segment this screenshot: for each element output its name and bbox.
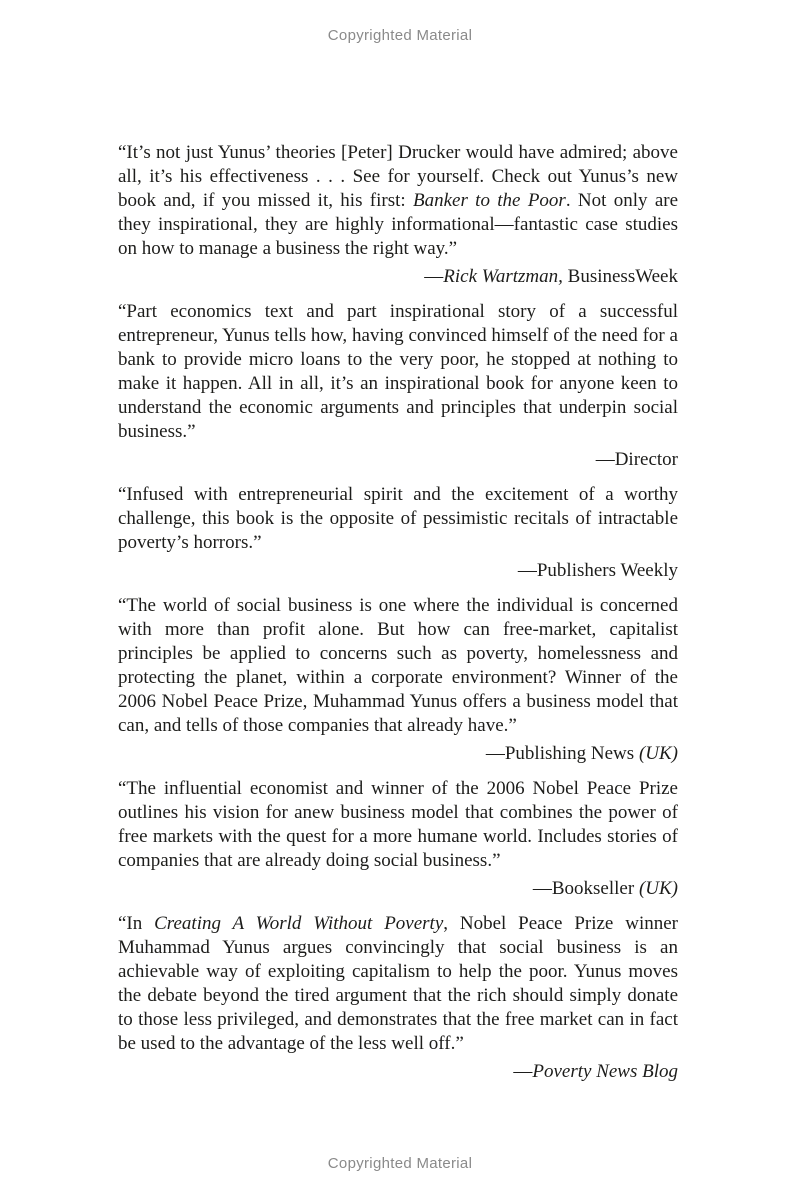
review-block <box>118 300 678 472</box>
text-segment: “Infused with entrepreneurial spirit and the excitement of a worthy challenge, this book is the opposite of pessimistic recitals of intractable poverty’s horrors.” <box>118 484 678 553</box>
text-segment: —Publishing News <box>485 743 639 764</box>
review-quote <box>118 594 678 738</box>
review-quote <box>118 141 678 261</box>
text-segment: — <box>513 1061 533 1082</box>
text-segment: “Part economics text and part inspirational story of a successful entrepreneur, Yunus tells how, having convinced himself of the need for a bank to provide micro loans to the very poor, he stopped at nothing to make it happen. All in all, it’s an inspirational book for anyone keen to understand the economic arguments and principles that underpin social business.” <box>118 301 678 442</box>
review-block <box>118 483 678 583</box>
review-attribution <box>118 448 678 472</box>
review-attribution <box>118 1060 678 1084</box>
review-block <box>118 912 678 1084</box>
text-segment: — <box>424 266 444 287</box>
review-quote <box>118 483 678 555</box>
review-quote <box>118 777 678 873</box>
copyright-notice-bottom: Copyrighted Material <box>327 1155 473 1172</box>
text-segment: —Director <box>595 449 678 470</box>
review-block <box>118 594 678 766</box>
text-segment: BusinessWeek <box>562 266 678 287</box>
review-block <box>118 777 678 901</box>
text-segment: —Bookseller <box>532 878 639 899</box>
text-segment: “The world of social business is one where the individual is concerned with more than profit alone. But how can free-market, capitalist principles be applied to concerns such as poverty, homelessness and protecting the planet, within a corporate environment? Winner of the 2006 Nobel Peace Prize, Muhammad Yunus offers a business model that can, and tells of those companies that already have.” <box>118 595 678 736</box>
text-segment: “The influential economist and winner of the 2006 Nobel Peace Prize outlines his vision for anew business model that combines the power of free markets with the quest for a more humane world. Includes stories of companies that are already doing social business.” <box>118 778 678 871</box>
review-attribution <box>118 877 678 901</box>
text-segment: Rick Wartzman, <box>443 266 563 287</box>
text-segment: “It’s not just Yunus’ theories [Peter] Drucker would have admired; above all, it’s his effectiveness . . . See for yourself. Check out Yunus’s new book and, if you missed it, his first: <box>118 142 678 211</box>
review-attribution <box>118 265 678 289</box>
copyright-notice-top: Copyrighted Material <box>327 27 473 44</box>
text-segment: —Publishers Weekly <box>517 560 678 581</box>
text-segment: “In <box>118 913 155 934</box>
text-segment: Banker to the Poor <box>413 190 566 211</box>
text-segment: (UK) <box>638 878 678 899</box>
review-attribution <box>118 742 678 766</box>
text-segment: . Not only are they inspirational, they are highly informational—fantastic case studies on how to manage a business the right way.” <box>118 190 679 259</box>
praise-quotes-section <box>118 141 678 1095</box>
text-segment: , Nobel Peace Prize winner Muhammad Yunus argues convincingly that social business is an achievable way of exploiting capitalism to help the poor. Yunus moves the debate beyond the tired argument that the rich should simply donate to those less privileged, and demonstrates that the free market can in fact be used to the advantage of the less well off.” <box>118 913 678 1054</box>
text-segment: (UK) <box>638 743 678 764</box>
text-segment: Creating A World Without Poverty <box>154 913 444 934</box>
review-quote <box>118 300 678 444</box>
review-attribution <box>118 559 678 583</box>
review-quote <box>118 912 678 1056</box>
review-block <box>118 141 678 289</box>
text-segment: Poverty News Blog <box>532 1061 678 1082</box>
